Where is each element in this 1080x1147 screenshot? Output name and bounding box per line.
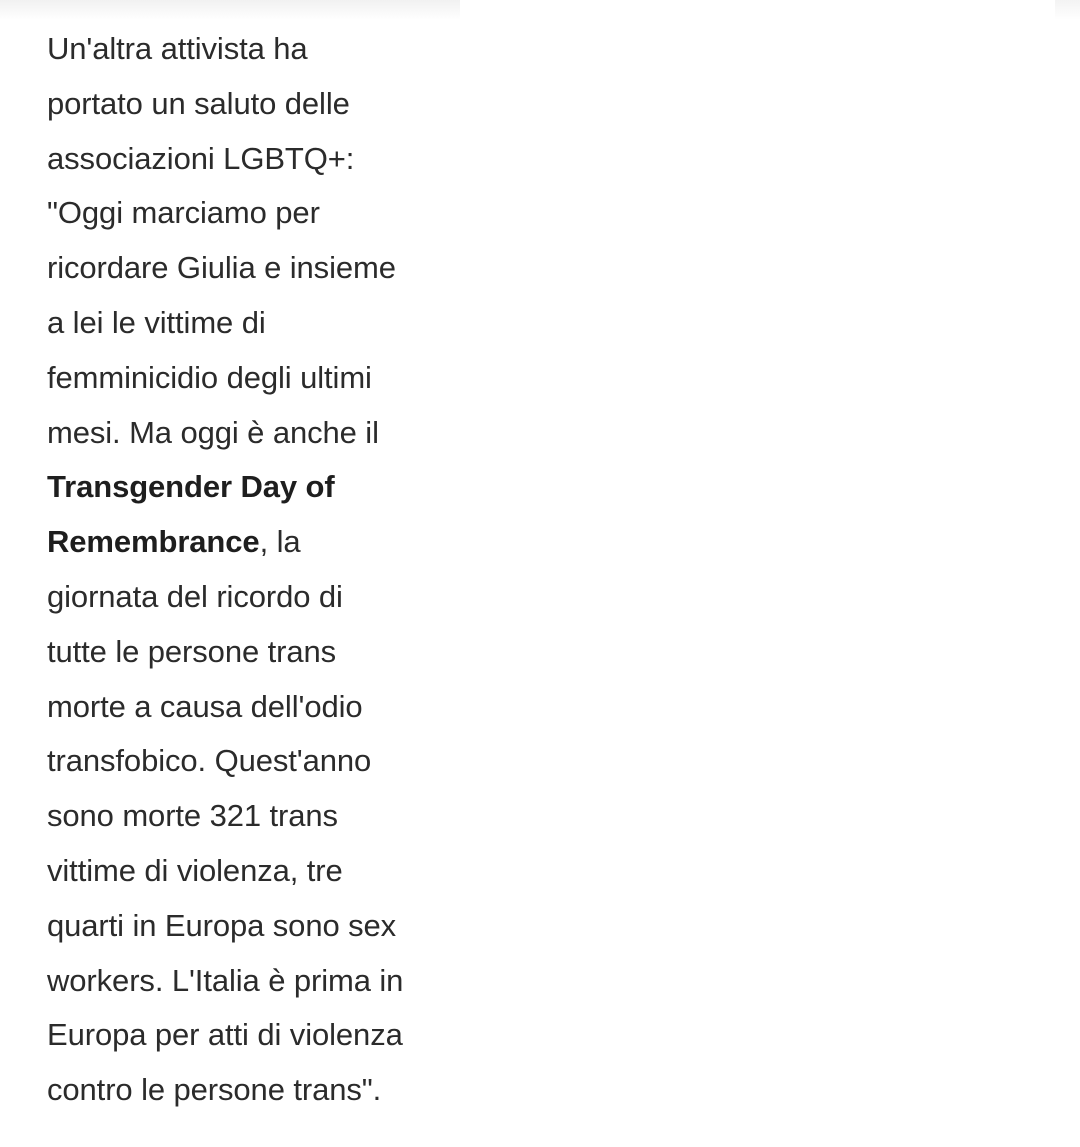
bold-term: Remembrance: [47, 524, 260, 560]
top-divider: [0, 0, 460, 20]
paragraph-line: vittime di violenza, tre: [47, 852, 343, 888]
paragraph-line: morte a causa dell'odio: [47, 688, 363, 724]
paragraph-line: "Oggi marciamo per: [47, 195, 320, 231]
paragraph-line: giornata del ricordo di: [47, 578, 343, 614]
top-divider-right: [1055, 0, 1080, 20]
paragraph-line: femminicidio degli ultimi: [47, 359, 372, 395]
paragraph-line: transfobico. Quest'anno: [47, 743, 372, 779]
bold-term: Transgender Day of: [47, 469, 335, 505]
paragraph-line: a lei le vittime di: [47, 304, 266, 340]
paragraph-line: tutte le persone trans: [47, 633, 337, 669]
paragraph-line: portato un saluto delle: [47, 85, 350, 121]
paragraph-line: ricordare Giulia e insieme: [47, 250, 396, 286]
paragraph-line: associazioni LGBTQ+:: [47, 140, 355, 176]
paragraph-line: mesi. Ma oggi è anche il: [47, 414, 379, 450]
paragraph-line: [47, 460, 447, 515]
paragraph-line: Un'altra attivista ha: [47, 31, 308, 66]
paragraph-line: contro le persone trans".: [47, 1072, 382, 1108]
paragraph-line: Remembrance, la: [47, 524, 301, 560]
article-paragraph: [47, 22, 447, 1118]
paragraph-line: sono morte 321 trans: [47, 798, 338, 834]
paragraph-line: workers. L'Italia è prima in: [47, 962, 404, 998]
paragraph-line: Europa per atti di violenza: [47, 1017, 403, 1053]
paragraph-line: quarti in Europa sono sex: [47, 907, 397, 943]
